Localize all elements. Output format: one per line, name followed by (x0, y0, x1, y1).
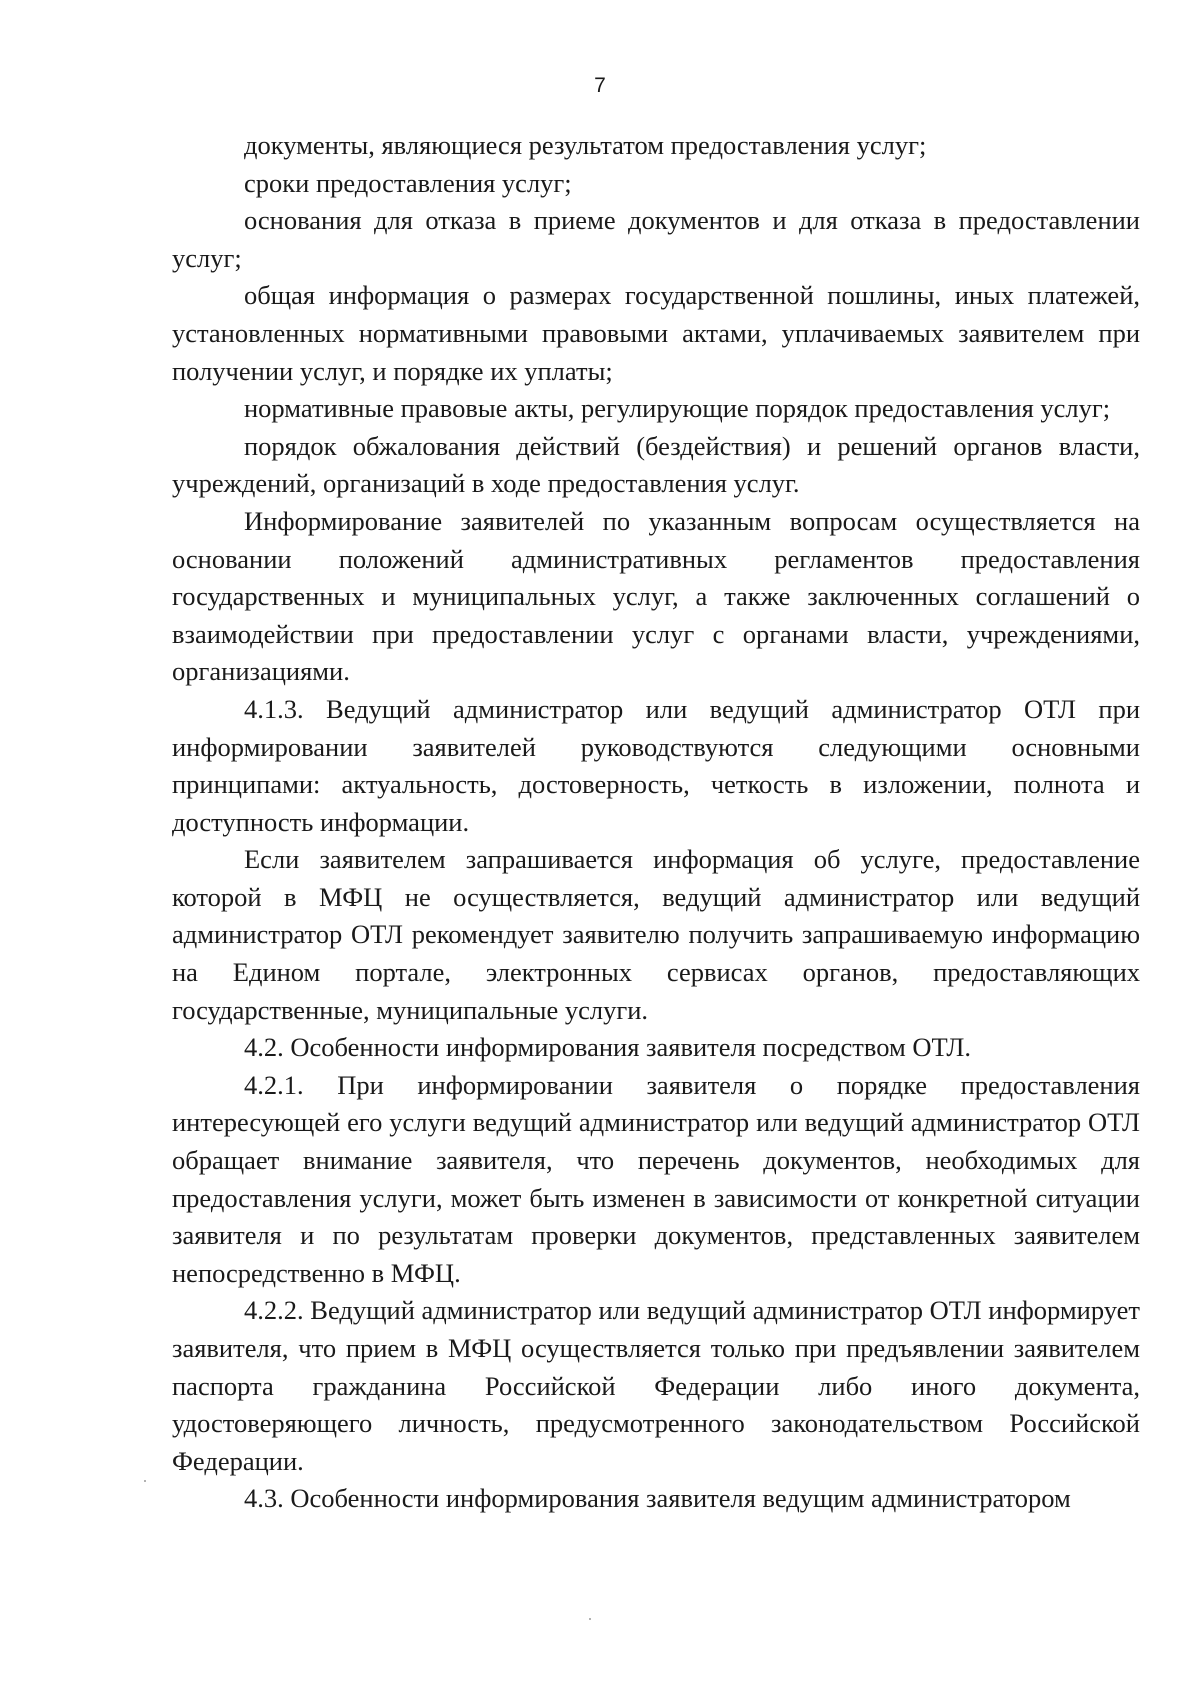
paragraph-4-1-3: 4.1.3. Ведущий администратор или ведущий администратор ОТЛ при информировании заявителей руководствуются следующими основными принципами: актуальность, достоверность, четкость в изложении, полнота и доступность информации. (172, 693, 1140, 837)
document-body (172, 127, 1140, 1518)
paragraph-unavailable-service: Если заявителем запрашивается информация об услуге, предоставление которой в МФЦ не осуществляется, ведущий администратор или ведущий администратор ОТЛ рекомендует заявителю получить запрашиваемую информацию на Едином портале, электронных сервисах органов, предоставляющих государственные, муниципальные услуги. (172, 844, 1140, 1025)
paragraph-appeal-procedure: порядок обжалования действий (бездействия) и решений органов власти, учреждений, организаций в ходе предоставления услуг. (172, 430, 1140, 499)
paragraph-result-documents: документы, являющиеся результатом предоставления услуг; (244, 130, 927, 160)
scan-speck (589, 1618, 591, 1620)
page-number: 7 (594, 74, 606, 97)
paragraph-legal-acts: нормативные правовые акты, регулирующие порядок предоставления услуг; (244, 393, 1111, 424)
paragraph-4-3-heading: 4.3. Особенности информирования заявителя ведущим администратором (244, 1483, 1071, 1514)
paragraph-refusal-grounds: основания для отказа в приеме документов и для отказа в предоставлении услуг; (172, 205, 1140, 273)
paragraph-4-2-2: 4.2.2. Ведущий администратор или ведущий администратор ОТЛ информирует заявителя, что прием в МФЦ осуществляется только при предъявлении заявителем паспорта гражданина Российской Федерации либо иного документа, удостоверяющего личность, предусмотренного законодательством Российской Федерации. (172, 1295, 1140, 1476)
paragraph-informing-basis: Информирование заявителей по указанным вопросам осуществляется на основании положений административных регламентов предоставления государственных и муниципальных услуг, а также заключенных соглашений о взаимодействии при предоставлении услуг с органами власти, учреждениями, организациями. (172, 505, 1140, 687)
scan-speck (144, 1480, 146, 1482)
paragraph-state-duty-info: общая информация о размерах государственной пошлины, иных платежей, установленных нормативными правовыми актами, уплачиваемых заявителем при получении услуг, и порядке их уплаты; (172, 280, 1140, 386)
paragraph-service-terms: сроки предоставления услуг; (244, 167, 572, 198)
paragraph-4-2-1: 4.2.1. При информировании заявителя о порядке предоставления интересующей его услуги ведущий администратор или ведущий администратор ОТЛ обращает внимание заявителя, что перечень документов, необходимых для предоставления услуги, может быть изменен в зависимости от конкретной ситуации заявителя и по результатам проверки документов, представленных заявителем непосредственно в МФЦ. (172, 1069, 1140, 1288)
paragraph-4-2-heading: 4.2. Особенности информирования заявителя посредством ОТЛ. (244, 1032, 971, 1063)
